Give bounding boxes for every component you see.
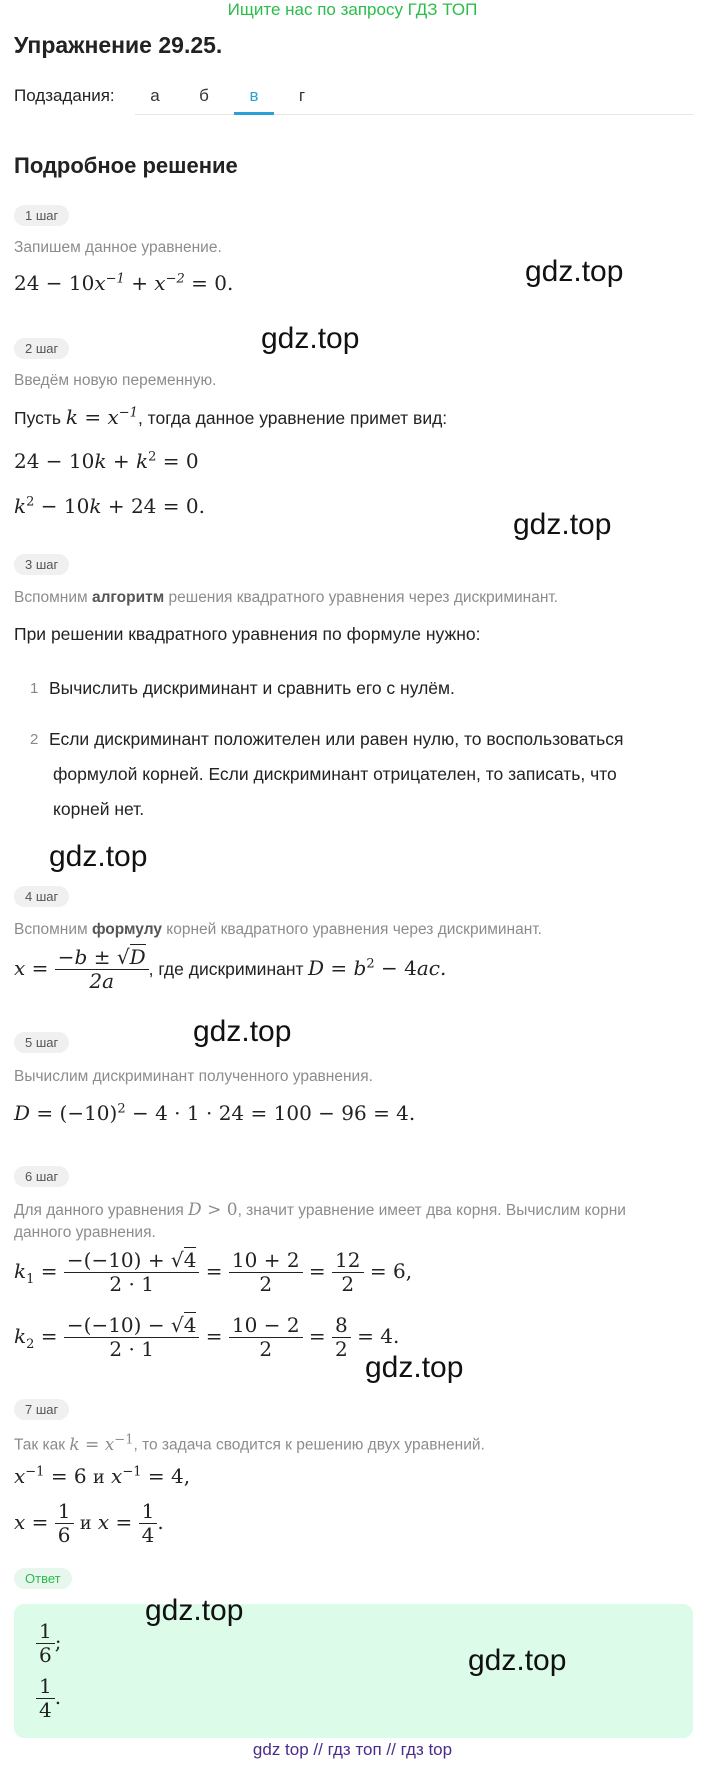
active-tab-indicator (234, 112, 274, 115)
let-word: Пусть (14, 408, 62, 428)
and-word-2: и (79, 1514, 92, 1534)
hint-bold: алгоритм (91, 589, 165, 606)
hint-post: решения квадратного уравнения через дискриминант. (168, 589, 559, 606)
step-4-hint (14, 921, 542, 939)
list-item-1-text: Вычислить дискриминант и сравнить его с нулём. (49, 678, 455, 698)
answer-box (14, 1604, 693, 1738)
step-1-badge: 1 шаг (14, 205, 69, 226)
step-6-hint-line-1: Для данного уравнения D > 0, значит уравнение имеет два корня. Вычислим корни (14, 1200, 626, 1220)
step-5-badge: 5 шаг (14, 1032, 69, 1053)
step-6-hint-line-2: данного уравнения. (14, 1224, 156, 1241)
watermark: gdz.top (468, 1644, 567, 1677)
then-text: , тогда данное уравнение примет вид: (137, 408, 448, 428)
top-banner[interactable]: Ищите нас по запросу ГДЗ ТОП (227, 0, 478, 19)
subtask-tab-b[interactable]: б (199, 86, 209, 105)
step-5-equation: $D = (-10)^2 - 4 \cdot 1 \cdot 24 = 100 - 96 = 4$. (14, 1101, 416, 1125)
step-6-badge: 6 шаг (14, 1166, 69, 1187)
hint-pre: Вспомним (14, 589, 88, 606)
step-2-equation-1: $24 - 10k + k^2 = 0$ (14, 449, 199, 473)
step-4-formula: x = $\frac{-b \pm √D}{2a}$ , где дискриминант $D = b^2 - 4ac$. (14, 945, 447, 993)
hint-bold: формулу (91, 921, 162, 938)
answer-value-2: $\frac{1}{4}$ . (36, 1675, 61, 1722)
step-3-intro: При решении квадратного уравнения по формуле нужно: (14, 624, 481, 644)
watermark: gdz.top (365, 1351, 464, 1384)
footer-links[interactable]: gdz top // гдз топ // гдз top (252, 1740, 453, 1759)
subtask-tab-g[interactable]: г (298, 86, 306, 105)
subtask-tab-v[interactable]: в (249, 86, 259, 105)
step-6-root-1: $k_1$ = $\frac{-(-10) + √4}{2 \cdot 1}$ = $\frac{10 + 2}{2}$ = $\frac{12}{2}$ = 6, (14, 1248, 413, 1296)
step-3-hint (14, 589, 558, 607)
watermark: gdz.top (513, 508, 612, 541)
hint-post: , то задача сводится к решению двух уравнений. (133, 1436, 485, 1454)
list-item-2-line-1: Если дискриминант положителен или равен нулю, то воспользоваться (49, 729, 624, 749)
step-6-root-2: $k_2$ = $\frac{-(-10) - √4}{2 \cdot 1}$ = $\frac{10 - 2}{2}$ = $\frac{8}{2}$ = 4. (14, 1313, 400, 1361)
step-3-badge: 3 шаг (14, 554, 69, 575)
step-7-badge: 7 шаг (14, 1399, 69, 1420)
watermark: gdz.top (261, 322, 360, 355)
section-title: Подробное решение (14, 153, 238, 178)
subtask-divider (135, 114, 693, 115)
watermark: gdz.top (193, 1015, 292, 1048)
list-item-2-number: 2 (30, 731, 39, 748)
and-word-1: и (93, 1468, 105, 1488)
step-2-badge: 2 шаг (14, 338, 69, 359)
subtasks-label: Подзадания: (14, 86, 115, 105)
step-5-hint: Вычислим дискриминант полученного уравнения. (14, 1068, 373, 1085)
watermark: gdz.top (525, 255, 624, 288)
step-7-hint: Так как $k = x^{-1}$, то задача сводится к решению двух уравнений. (14, 1432, 485, 1455)
where-text: , где дискриминант (148, 959, 304, 979)
list-item-1-number: 1 (30, 680, 39, 697)
step-1-hint: Запишем данное уравнение. (14, 239, 222, 256)
step-1-equation: $24 - 10x^{-1} + x^{-2} = 0$. (14, 271, 234, 295)
hint-pre: Вспомним (14, 921, 88, 938)
answer-value-1: $\frac{1}{6}$ ; (36, 1620, 61, 1667)
answer-badge: Ответ (14, 1568, 72, 1589)
list-item-2-line-2: формулой корней. Если дискриминант отрицателен, то записать, что (53, 764, 617, 784)
step-4-badge: 4 шаг (14, 886, 69, 907)
hint-pre: Для данного уравнения (14, 1202, 184, 1219)
hint-post: корней квадратного уравнения через дискриминант. (166, 921, 542, 938)
step-7-equations: $x^{-1} = 6$ и $x^{-1} = 4$, (14, 1464, 191, 1488)
hint-post: , значит уравнение имеет два корня. Вычислим корни (237, 1202, 626, 1219)
hint-pre: Так как (14, 1436, 66, 1454)
step-2-let-text: Пусть $k = x^{-1}$, тогда данное уравнение примет вид: (14, 405, 448, 429)
list-item-2-line-3: корней нет. (53, 799, 145, 819)
watermark: gdz.top (49, 840, 148, 873)
step-7-solutions: x = $\frac{1}{6}$ и x = $\frac{1}{4}$ . (14, 1499, 164, 1547)
subtask-tab-a[interactable]: а (150, 86, 160, 105)
step-2-equation-2: $k^2 - 10k + 24 = 0$. (14, 494, 205, 518)
watermark: gdz.top (145, 1594, 244, 1627)
page-title: Упражнение 29.25. (14, 32, 223, 58)
step-2-hint: Введём новую переменную. (14, 372, 217, 389)
